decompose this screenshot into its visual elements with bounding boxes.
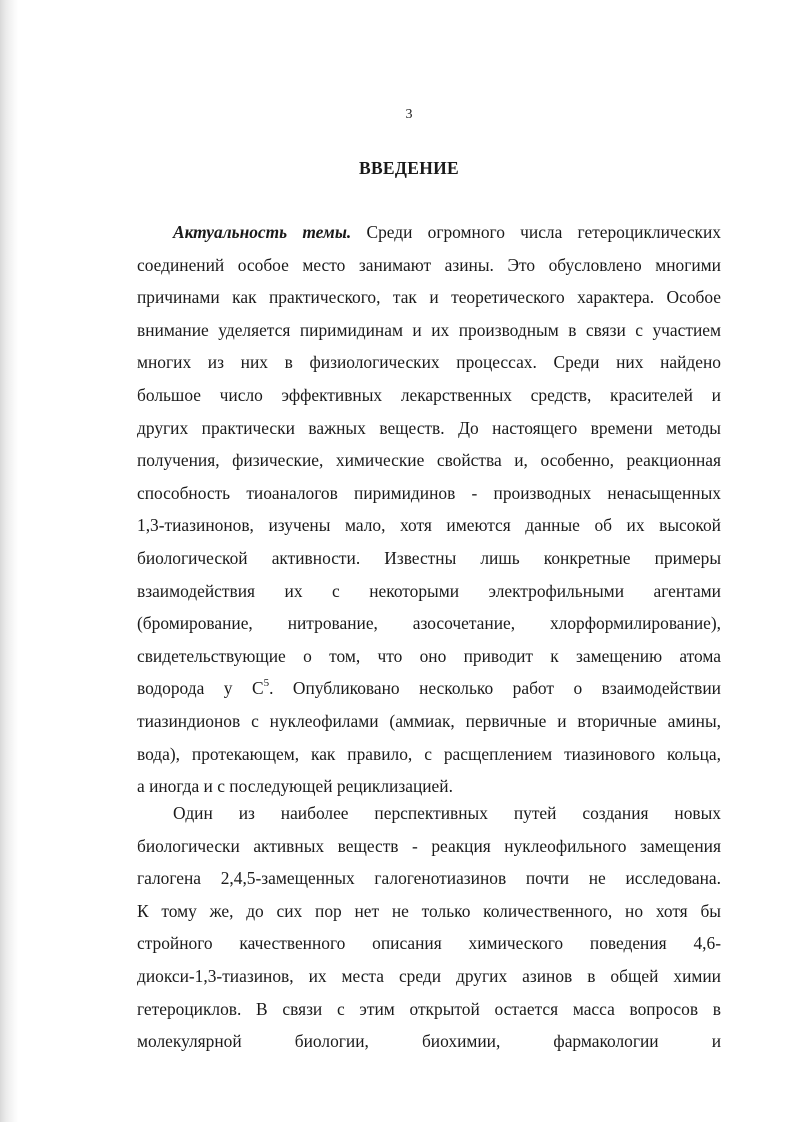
text-line: биологической активности. Известны лишь конкретные примеры [137, 547, 721, 568]
text-line: внимание уделяется пиримидинам и их производным в связи с участием [137, 319, 721, 340]
text-line: К тому же, до сих пор нет не только количественного, но хотя бы [137, 900, 721, 921]
text-line: соединений особое место занимают азины. Это обусловлено многими [137, 254, 721, 275]
page-number: 3 [405, 107, 413, 122]
text-line: молекулярной биологии, биохимии, фармакологии и [137, 1031, 721, 1052]
paragraph-approach [137, 797, 721, 1058]
text-line: взаимодействия их с некоторыми электрофильными агентами [137, 580, 721, 601]
paragraph-relevance [137, 216, 721, 803]
text-line: большое число эффективных лекарственных средств, красителей и [137, 384, 721, 405]
text-line: других практически важных веществ. До настоящего времени методы [137, 417, 721, 438]
body-text-continued [137, 797, 721, 1058]
text-line: Актуальность темы. Среди огромного числа гетероциклических [173, 222, 721, 242]
text-line: вода), протекающем, как правило, с расщеплением тиазинового кольца, [137, 743, 721, 764]
text-line: получения, физические, химические свойства и, особенно, реакционная [137, 450, 721, 471]
body-text [137, 216, 721, 803]
text-line: стройного качественного описания химического поведения 4,6- [137, 933, 721, 954]
text-line: многих из них в физиологических процессах. Среди них найдено [137, 352, 721, 373]
text-line: диокси-1,3-тиазинов, их места среди других азинов в общей химии [137, 965, 721, 986]
section-heading: ВВЕДЕНИЕ [358, 158, 460, 178]
lead-phrase: Актуальность темы. [173, 222, 352, 242]
text-line: причинами как практического, так и теоретического характера. Особое [137, 287, 721, 308]
text-line: свидетельствующие о том, что оно приводит к замещению атома [137, 645, 721, 666]
text-line: способность тиоаналогов пиримидинов - производных ненасыщенных [137, 482, 721, 503]
text-line: (бромирование, нитрование, азосочетание, хлорформилирование), [137, 613, 721, 634]
text-line: биологически активных веществ - реакция нуклеофильного замещения [137, 835, 721, 856]
text-line: водорода у $C^5$. Опубликовано несколько работ о взаимодействии [137, 676, 721, 699]
text-line: тиазиндионов с нуклеофилами (аммиак, первичные и вторичные амины, [137, 710, 721, 731]
superscript: 5 [263, 676, 270, 689]
text-line: гетероциклов. В связи с этим открытой остается масса вопросов в [137, 998, 721, 1019]
text-line: Один из наиболее перспективных путей создания новых [173, 803, 721, 823]
text-line: 1,3-тиазинонов, изучены мало, хотя имеются данные об их высокой [137, 515, 721, 536]
text-line: а иногда и с последующей рециклизацией. [137, 776, 453, 797]
text-line: галогена 2,4,5-замещенных галогенотиазинов почти не исследована. [137, 868, 721, 889]
